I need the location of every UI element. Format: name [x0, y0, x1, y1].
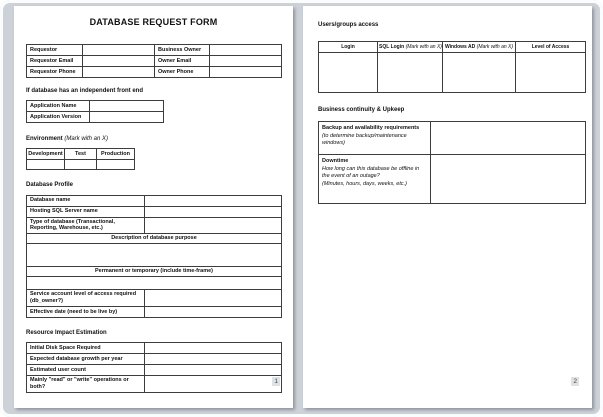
continuity-table [318, 121, 586, 204]
requestor-phone-input-cell[interactable] [83, 67, 155, 78]
downtime-question: How long can this database be offline in the event of an outage? [322, 165, 420, 180]
page-1 [14, 6, 293, 408]
application-version-label: Application Version [27, 112, 90, 123]
database-name-input-cell[interactable] [145, 195, 282, 206]
environment-heading [26, 136, 281, 143]
owner-email-label: Owner Email [155, 56, 210, 67]
environment-development-mark-cell[interactable] [27, 160, 65, 170]
sql-login-col-label: SQL Login [379, 44, 406, 51]
application-name-input-cell[interactable] [90, 101, 164, 112]
environment-table [26, 148, 135, 170]
front-end-heading: If database has an independent front end [26, 88, 144, 94]
user-count-label: Estimated user count [27, 365, 145, 376]
growth-label: Expected database growth per year [27, 354, 145, 365]
user-count-input-cell[interactable] [145, 365, 282, 376]
resource-impact-heading: Resource Impact Estimation [26, 330, 107, 337]
windows-ad-col-label: Windows AD [444, 44, 477, 51]
downtime-input-cell[interactable] [431, 155, 586, 204]
page-2 [303, 6, 592, 408]
database-name-label: Database name [27, 195, 145, 206]
permanent-section-header: Permanent or temporary (include time-frame) [27, 267, 282, 277]
requestor-email-input-cell[interactable] [83, 56, 155, 67]
backup-requirements-input-cell[interactable] [431, 122, 586, 155]
page-number-1: 1 [274, 378, 278, 385]
environment-col-development: Development [27, 149, 65, 160]
read-write-input-cell[interactable] [145, 376, 282, 393]
read-write-label: Mainly "read" or "write" operations or both? [27, 376, 145, 393]
environment-production-mark-cell[interactable] [97, 160, 135, 170]
business-owner-input-cell[interactable] [210, 45, 282, 56]
database-type-input-cell[interactable] [145, 217, 282, 234]
users-access-heading: Users/groups access [318, 22, 379, 28]
permanent-input-cell[interactable] [27, 277, 282, 290]
requestor-email-label: Requestor Email [27, 56, 83, 67]
effective-date-label: Effective date (need to be live by) [27, 307, 145, 318]
users-access-table [318, 41, 586, 93]
sql-login-col-note: (Mark with an X) [405, 44, 442, 51]
environment-test-mark-cell[interactable] [65, 160, 97, 170]
access-col-sql-login [378, 42, 443, 53]
downtime-label-cell [319, 155, 431, 204]
business-owner-label: Business Owner [155, 45, 210, 56]
service-account-input-cell[interactable] [145, 290, 282, 307]
sql-login-input-cell[interactable] [378, 53, 443, 93]
database-profile-heading: Database Profile [26, 182, 74, 189]
requestor-label: Requestor [27, 45, 83, 56]
downtime-note: (Minutes, hours, days, weeks, etc.) [322, 180, 407, 187]
database-profile-table [26, 195, 282, 319]
owner-phone-input-cell[interactable] [210, 67, 282, 78]
environment-heading-bold: Environment [26, 136, 65, 143]
login-col-label: Login [341, 44, 355, 51]
effective-date-input-cell[interactable] [145, 307, 282, 318]
owner-phone-label: Owner Phone [155, 67, 210, 78]
page-number-2: 2 [573, 378, 577, 385]
environment-col-production: Production [97, 149, 135, 160]
login-input-cell[interactable] [319, 53, 378, 93]
environment-heading-note: (Mark with an X) [64, 136, 109, 143]
requestor-input-cell[interactable] [83, 45, 155, 56]
level-col-label: Level of Access [531, 44, 570, 51]
downtime-label: Downtime [322, 158, 349, 165]
continuity-heading: Business continuity & Upkeep [318, 107, 405, 114]
hosting-server-label: Hosting SQL Server name [27, 206, 145, 217]
backup-requirements-label-cell [319, 122, 431, 155]
growth-input-cell[interactable] [145, 354, 282, 365]
environment-col-test: Test [65, 149, 97, 160]
resource-impact-table [26, 342, 282, 393]
windows-ad-input-cell[interactable] [443, 53, 516, 93]
backup-requirements-note: (to determine backup/maintenance windows) [322, 132, 407, 147]
description-input-cell[interactable] [27, 244, 282, 267]
access-col-level [516, 42, 586, 53]
disk-space-input-cell[interactable] [145, 343, 282, 354]
application-name-label: Application Name [27, 101, 90, 112]
level-of-access-input-cell[interactable] [516, 53, 586, 93]
access-col-windows-ad [443, 42, 516, 53]
owner-email-input-cell[interactable] [210, 56, 282, 67]
description-section-header: Description of database purpose [27, 234, 282, 244]
application-table [26, 100, 164, 123]
requestor-phone-label: Requestor Phone [27, 67, 83, 78]
service-account-label: Service account level of access required (db_owner?) [27, 290, 145, 307]
application-version-input-cell[interactable] [90, 112, 164, 123]
access-col-login [319, 42, 378, 53]
backup-requirements-label: Backup and availability requirements [322, 125, 420, 132]
windows-ad-col-note: (Mark with an X) [476, 44, 514, 51]
contact-table [26, 44, 282, 78]
page-title: DATABASE REQUEST FORM [89, 17, 218, 27]
hosting-server-input-cell[interactable] [145, 206, 282, 217]
database-type-label: Type of database (Transactional, Reporting, Warehouse, etc.) [27, 217, 145, 234]
disk-space-label: Initial Disk Space Required [27, 343, 145, 354]
